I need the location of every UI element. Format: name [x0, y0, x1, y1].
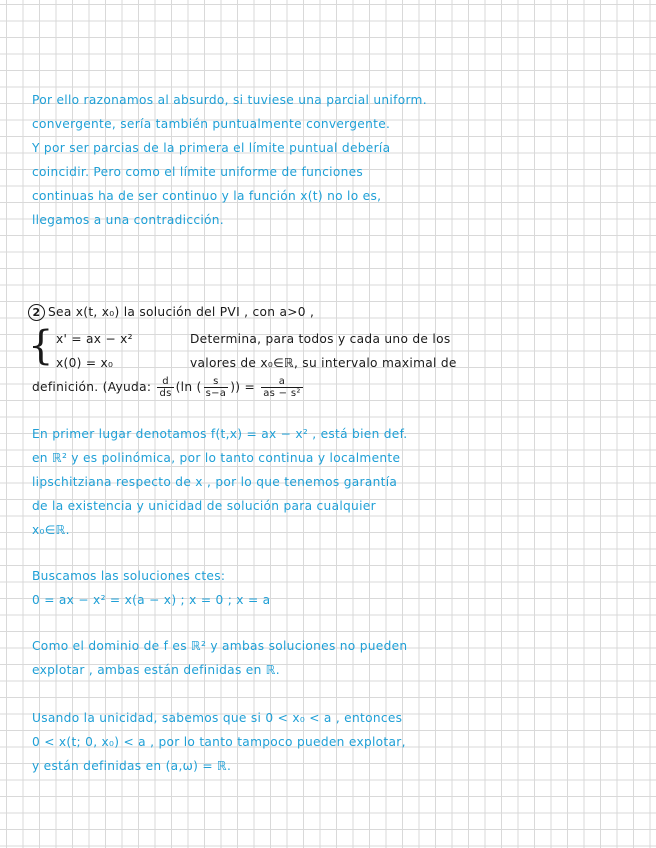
problem-line-1: [28, 302, 314, 322]
text-line: de la existencia y unicidad de solución para cualquier: [32, 499, 376, 513]
fraction-numerator: s: [204, 376, 229, 388]
system-brace: {: [28, 323, 54, 369]
text-line: Usando la unicidad, sabemos que si 0 < x₀ < a , entonces: [32, 711, 403, 725]
text-line: En primer lugar denotamos f(t,x) = ax − x² , está bien def.: [32, 427, 408, 441]
text-line: Buscamos las soluciones ctes:: [32, 569, 226, 583]
text-line: Por ello razonamos al absurdo, si tuviese una parcial uniform.: [32, 93, 427, 107]
text-line: lipschitziana respecto de x , por lo que tenemos garantía: [32, 475, 398, 489]
ln-close: )): [230, 380, 241, 394]
text-line: llegamos a una contradicción.: [32, 213, 224, 227]
text-line: continuas ha de ser continuo y la función x(t) no lo es,: [32, 189, 382, 203]
problem-text-line-2: Determina, para todos y cada uno de los: [190, 332, 451, 346]
text-line: y están definidas en (a,ω) = ℝ.: [32, 759, 232, 773]
ln-fraction: [204, 376, 229, 399]
text-line: convergente, sería también puntualmente convergente.: [32, 117, 391, 131]
text-line: x₀∈ℝ.: [32, 523, 70, 537]
hint-label: definición. (Ayuda:: [32, 380, 152, 394]
fraction-numerator: d: [157, 376, 173, 388]
problem-intro-text: Sea x(t, x₀) la solución del PVI , con a>0 ,: [48, 305, 315, 319]
equals-sign: =: [244, 380, 256, 394]
system-equation-1: x' = ax − x²: [56, 332, 133, 346]
fraction-denominator: ds: [159, 388, 172, 399]
fraction-denominator: s−a: [205, 388, 227, 399]
text-line: 0 < x(t; 0, x₀) < a , por lo tanto tampoco pueden explotar,: [32, 735, 406, 749]
problem-number-badge: 2: [28, 304, 45, 321]
problem-text-line-3: valores de x₀∈ℝ, su intervalo maximal de: [190, 356, 457, 370]
text-line: Como el dominio de f es ℝ² y ambas soluciones no pueden: [32, 639, 408, 653]
text-line: coincidir. Pero como el límite uniforme de funciones: [32, 165, 364, 179]
ln-open: (ln (: [175, 380, 202, 394]
text-line: en ℝ² y es polinómica, por lo tanto continua y localmente: [32, 451, 401, 465]
system-equation-2: x(0) = x₀: [56, 356, 114, 370]
problem-hint-line: [32, 376, 305, 399]
derivative-fraction: [157, 376, 173, 399]
fraction-denominator: as − s²: [263, 388, 301, 399]
fraction-numerator: a: [261, 376, 302, 388]
text-line: Y por ser parcias de la primera el límite puntual debería: [32, 141, 391, 155]
text-line: explotar , ambas están definidas en ℝ.: [32, 663, 280, 677]
rhs-fraction: [261, 376, 302, 399]
equation-line: 0 = ax − x² = x(a − x) ; x = 0 ; x = a: [32, 593, 271, 607]
